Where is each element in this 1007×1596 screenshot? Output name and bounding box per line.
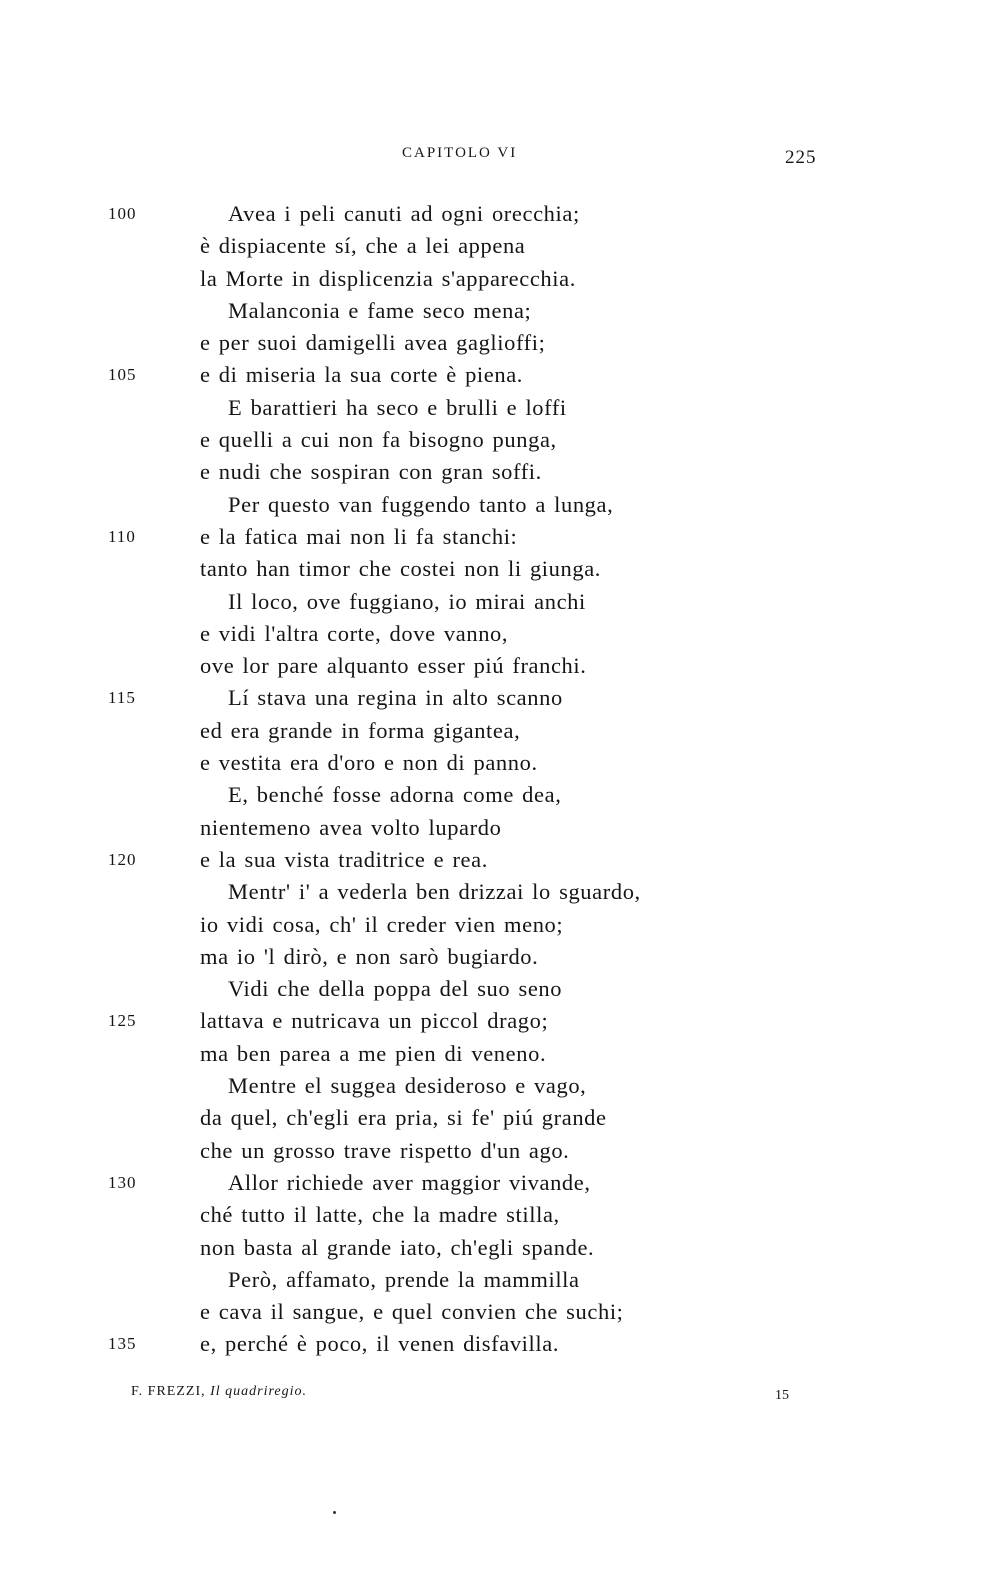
verse-text: e la fatica mai non li fa stanchi: [200,523,518,549]
verse-line [0,1102,1007,1134]
verse-line [0,1135,1007,1167]
verse-line [0,456,1007,488]
line-number: 100 [108,204,137,223]
page-footer [0,1384,1007,1408]
verse-line [0,941,1007,973]
verse-line [0,392,1007,424]
verse-line [0,747,1007,779]
verse-line [0,1296,1007,1328]
verse-line [0,586,1007,618]
line-number: 130 [108,1172,137,1192]
line-number: 105 [108,365,137,385]
line-number: 110 [108,526,136,546]
verse-line [0,779,1007,811]
verse-text: e per suoi damigelli avea gaglioffi; [200,330,546,356]
verse-text: e nudi che sospiran con gran soffi. [200,459,542,485]
verse-line [0,618,1007,650]
print-speck [333,1511,336,1514]
chapter-title: CAPITOLO VI [402,145,518,161]
verse-text: Malanconia e fame seco mena; [228,297,532,323]
verse-line [0,650,1007,682]
verse-text: Mentre el suggea desideroso e vago, [228,1073,587,1099]
footer-credit [131,1384,307,1400]
verse-line [0,1167,1007,1199]
verse-text: non basta al grande iato, ch'egli spande. [200,1234,595,1260]
verse-text: Per questo van fuggendo tanto a lunga, [228,491,614,517]
verse-text: tanto han timor che costei non li giunga. [200,556,602,582]
verse-text: ma io 'l dirò, e non sarò bugiardo. [200,943,539,969]
verse-text: Il loco, ove fuggiano, io mirai anchi [228,588,586,614]
verse-text: io vidi cosa, ch' il creder vien meno; [200,911,564,937]
verse-text: Vidi che della poppa del suo seno [228,976,563,1002]
verse-line [0,424,1007,456]
verse-text: lattava e nutricava un piccol drago; [200,1008,549,1034]
verse-text: ché tutto il latte, che la madre stilla, [200,1202,560,1228]
verse-text: e vidi l'altra corte, dove vanno, [200,620,509,646]
verse-line [0,230,1007,262]
verse-line [0,844,1007,876]
verse-line [0,295,1007,327]
verse-line [0,1038,1007,1070]
verse-line [0,1264,1007,1296]
line-number: 135 [108,1334,137,1354]
verse-line [0,682,1007,714]
verse-text: e vestita era d'oro e non di panno. [200,750,538,776]
verse-text: ove lor pare alquanto esser piú franchi. [200,653,587,679]
verse-block [0,198,1007,1361]
verse-line [0,1005,1007,1037]
running-head [0,145,1007,169]
verse-line [0,198,1007,230]
footer-work-title: Il quadriregio. [210,1384,308,1399]
verse-text: e di miseria la sua corte è piena. [200,362,524,388]
verse-text: è dispiacente sí, che a lei appena [200,233,526,259]
verse-line [0,1328,1007,1360]
line-number: 120 [108,849,137,869]
verse-text: Però, affamato, prende la mammilla [228,1266,580,1292]
verse-text: e la sua vista traditrice e rea. [200,846,488,872]
verse-text: Allor richiede aver maggior vivande, [228,1169,591,1195]
verse-text: Mentr' i' a vederla ben drizzai lo sguardo, [228,879,641,905]
verse-text: ma ben parea a me pien di veneno. [200,1040,547,1066]
verse-line [0,909,1007,941]
verse-line [0,489,1007,521]
line-number: 115 [108,688,136,708]
signature-mark: 15 [775,1388,789,1403]
verse-line [0,715,1007,747]
verse-text: da quel, ch'egli era pria, si fe' piú grande [200,1105,607,1131]
verse-text: E barattieri ha seco e brulli e loffi [228,394,567,420]
verse-text: e, perché è poco, il venen disfavilla. [200,1331,560,1357]
verse-text: e cava il sangue, e quel convien che suchi; [200,1299,624,1325]
verse-line [0,1232,1007,1264]
verse-line [0,1199,1007,1231]
verse-line [0,812,1007,844]
verse-line [0,521,1007,553]
page-number: 225 [785,147,817,168]
line-number: 125 [108,1011,137,1031]
verse-text: Lí stava una regina in alto scanno [228,685,563,711]
verse-text: Avea i peli canuti ad ogni orecchia; [228,201,580,226]
verse-line [0,263,1007,295]
verse-line [0,327,1007,359]
verse-text: la Morte in displicenzia s'apparecchia. [200,265,576,291]
verse-text: ed era grande in forma gigantea, [200,717,521,743]
verse-line [0,553,1007,585]
verse-line [0,973,1007,1005]
verse-line [0,876,1007,908]
footer-author: F. FREZZI, [131,1384,206,1399]
verse-line [0,1070,1007,1102]
verse-text: e quelli a cui non fa bisogno punga, [200,427,557,453]
verse-text: che un grosso trave rispetto d'un ago. [200,1137,570,1163]
verse-text: E, benché fosse adorna come dea, [228,782,562,808]
verse-text: nientemeno avea volto lupardo [200,814,502,840]
verse-line [0,359,1007,391]
